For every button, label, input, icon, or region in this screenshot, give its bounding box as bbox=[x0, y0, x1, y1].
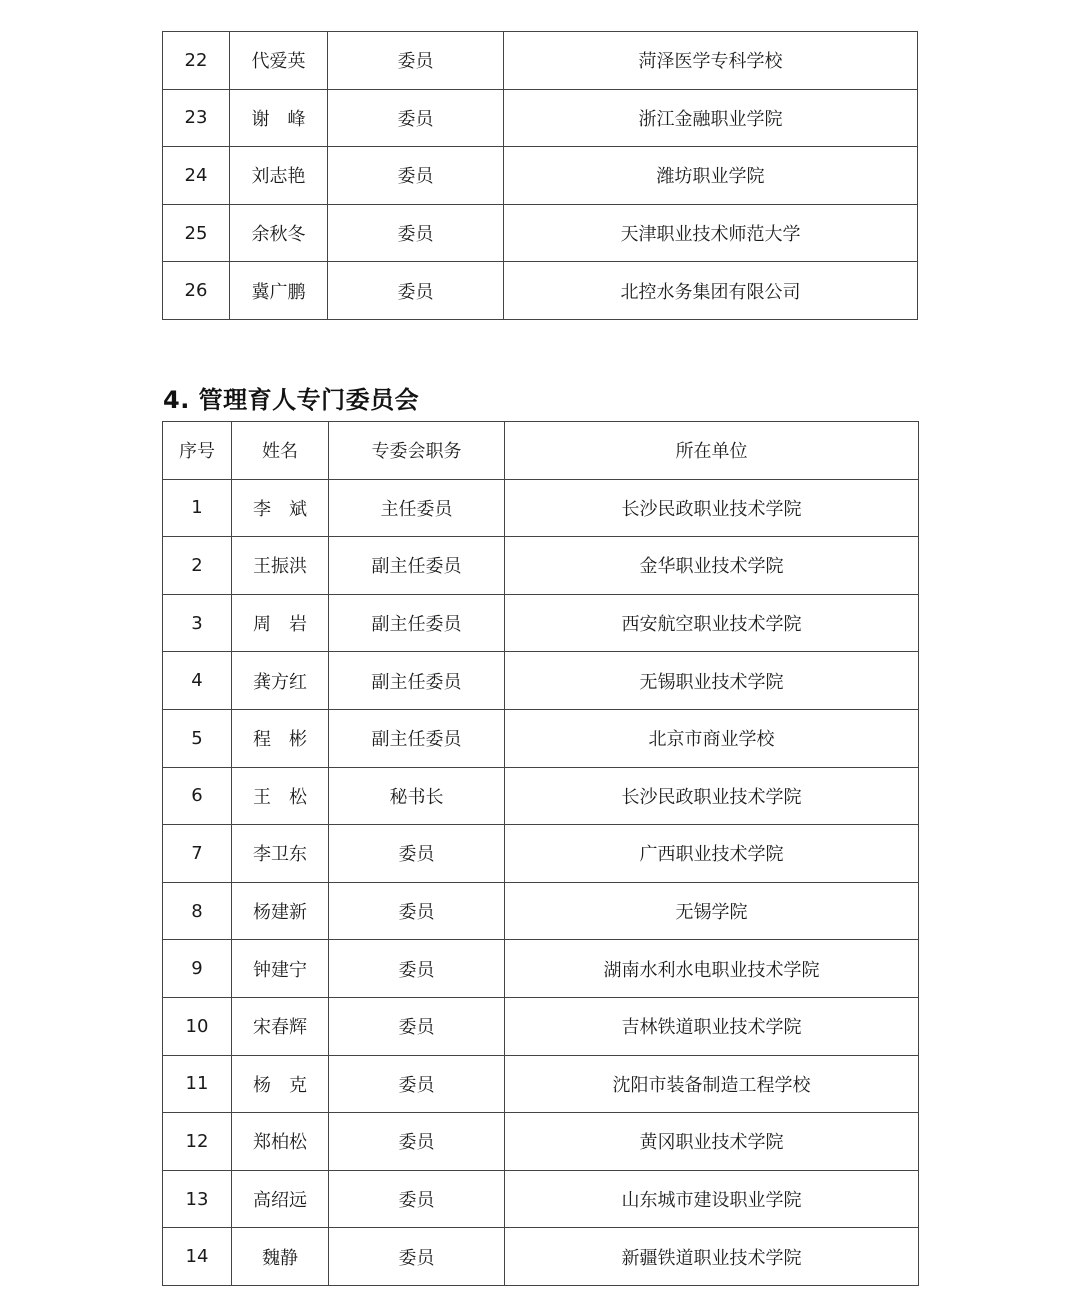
row-number: 10 bbox=[163, 997, 232, 1055]
member-unit: 沈阳市装备制造工程学校 bbox=[505, 1055, 919, 1113]
table-row bbox=[163, 1228, 919, 1286]
member-unit: 金华职业技术学院 bbox=[505, 537, 919, 595]
member-role: 秘书长 bbox=[329, 767, 505, 825]
member-name: 程 彬 bbox=[232, 709, 329, 767]
member-unit: 无锡职业技术学院 bbox=[505, 652, 919, 710]
member-name: 刘志艳 bbox=[230, 147, 328, 205]
row-number: 9 bbox=[163, 940, 232, 998]
member-name: 李 斌 bbox=[232, 479, 329, 537]
table-row bbox=[163, 1170, 919, 1228]
member-name: 谢 峰 bbox=[230, 89, 328, 147]
member-role: 副主任委员 bbox=[329, 594, 505, 652]
member-unit: 天津职业技术师范大学 bbox=[504, 204, 918, 262]
member-unit: 北京市商业学校 bbox=[505, 709, 919, 767]
row-number: 4 bbox=[163, 652, 232, 710]
member-role: 副主任委员 bbox=[329, 709, 505, 767]
member-role: 委员 bbox=[329, 1228, 505, 1286]
row-number: 22 bbox=[163, 32, 230, 90]
row-number: 5 bbox=[163, 709, 232, 767]
row-number: 1 bbox=[163, 479, 232, 537]
row-number: 26 bbox=[163, 262, 230, 320]
member-role: 委员 bbox=[328, 32, 504, 90]
member-role: 委员 bbox=[328, 204, 504, 262]
member-unit: 菏泽医学专科学校 bbox=[504, 32, 918, 90]
member-role: 主任委员 bbox=[329, 479, 505, 537]
member-unit: 浙江金融职业学院 bbox=[504, 89, 918, 147]
header-number: 序号 bbox=[163, 422, 232, 480]
row-number: 2 bbox=[163, 537, 232, 595]
member-unit: 湖南水利水电职业技术学院 bbox=[505, 940, 919, 998]
member-unit: 新疆铁道职业技术学院 bbox=[505, 1228, 919, 1286]
member-name: 龚方红 bbox=[232, 652, 329, 710]
member-name: 余秋冬 bbox=[230, 204, 328, 262]
member-name: 钟建宁 bbox=[232, 940, 329, 998]
row-number: 8 bbox=[163, 882, 232, 940]
management-committee-table bbox=[162, 421, 919, 1286]
table-row bbox=[163, 479, 919, 537]
member-name: 宋春辉 bbox=[232, 997, 329, 1055]
member-role: 委员 bbox=[329, 997, 505, 1055]
row-number: 12 bbox=[163, 1113, 232, 1171]
table-row bbox=[163, 940, 919, 998]
member-unit: 广西职业技术学院 bbox=[505, 825, 919, 883]
row-number: 25 bbox=[163, 204, 230, 262]
member-unit: 无锡学院 bbox=[505, 882, 919, 940]
member-role: 委员 bbox=[329, 882, 505, 940]
member-role: 委员 bbox=[329, 1170, 505, 1228]
committee-table-continued bbox=[162, 31, 918, 320]
header-unit: 所在单位 bbox=[505, 422, 919, 480]
table-row bbox=[163, 709, 919, 767]
table-row bbox=[163, 652, 919, 710]
table-row bbox=[163, 767, 919, 825]
table-row bbox=[163, 32, 918, 90]
member-name: 魏静 bbox=[232, 1228, 329, 1286]
member-role: 委员 bbox=[329, 1055, 505, 1113]
table-row bbox=[163, 204, 918, 262]
member-role: 委员 bbox=[329, 1113, 505, 1171]
row-number: 7 bbox=[163, 825, 232, 883]
row-number: 24 bbox=[163, 147, 230, 205]
member-unit: 吉林铁道职业技术学院 bbox=[505, 997, 919, 1055]
member-unit: 山东城市建设职业学院 bbox=[505, 1170, 919, 1228]
row-number: 13 bbox=[163, 1170, 232, 1228]
member-role: 委员 bbox=[329, 825, 505, 883]
table-row bbox=[163, 594, 919, 652]
row-number: 23 bbox=[163, 89, 230, 147]
member-name: 高绍远 bbox=[232, 1170, 329, 1228]
member-role: 委员 bbox=[328, 262, 504, 320]
member-unit: 长沙民政职业技术学院 bbox=[505, 767, 919, 825]
header-role: 专委会职务 bbox=[329, 422, 505, 480]
member-name: 代爱英 bbox=[230, 32, 328, 90]
member-unit: 西安航空职业技术学院 bbox=[505, 594, 919, 652]
member-unit: 北控水务集团有限公司 bbox=[504, 262, 918, 320]
member-name: 冀广鹏 bbox=[230, 262, 328, 320]
table-row bbox=[163, 882, 919, 940]
table-row bbox=[163, 537, 919, 595]
table-row bbox=[163, 262, 918, 320]
member-name: 李卫东 bbox=[232, 825, 329, 883]
row-number: 11 bbox=[163, 1055, 232, 1113]
member-role: 副主任委员 bbox=[329, 537, 505, 595]
section-title: 4. 管理育人专门委员会 bbox=[163, 386, 420, 414]
member-name: 王 松 bbox=[232, 767, 329, 825]
member-name: 王振洪 bbox=[232, 537, 329, 595]
row-number: 6 bbox=[163, 767, 232, 825]
member-name: 杨建新 bbox=[232, 882, 329, 940]
table-row bbox=[163, 147, 918, 205]
member-role: 委员 bbox=[328, 89, 504, 147]
header-name: 姓名 bbox=[232, 422, 329, 480]
member-role: 委员 bbox=[328, 147, 504, 205]
member-unit: 黄冈职业技术学院 bbox=[505, 1113, 919, 1171]
member-role: 副主任委员 bbox=[329, 652, 505, 710]
member-unit: 潍坊职业学院 bbox=[504, 147, 918, 205]
member-role: 委员 bbox=[329, 940, 505, 998]
member-name: 周 岩 bbox=[232, 594, 329, 652]
member-name: 郑柏松 bbox=[232, 1113, 329, 1171]
member-name: 杨 克 bbox=[232, 1055, 329, 1113]
table-header-row bbox=[163, 422, 919, 480]
row-number: 14 bbox=[163, 1228, 232, 1286]
table-row bbox=[163, 89, 918, 147]
row-number: 3 bbox=[163, 594, 232, 652]
table-row bbox=[163, 1113, 919, 1171]
member-unit: 长沙民政职业技术学院 bbox=[505, 479, 919, 537]
table-row bbox=[163, 997, 919, 1055]
table-row bbox=[163, 1055, 919, 1113]
table-row bbox=[163, 825, 919, 883]
